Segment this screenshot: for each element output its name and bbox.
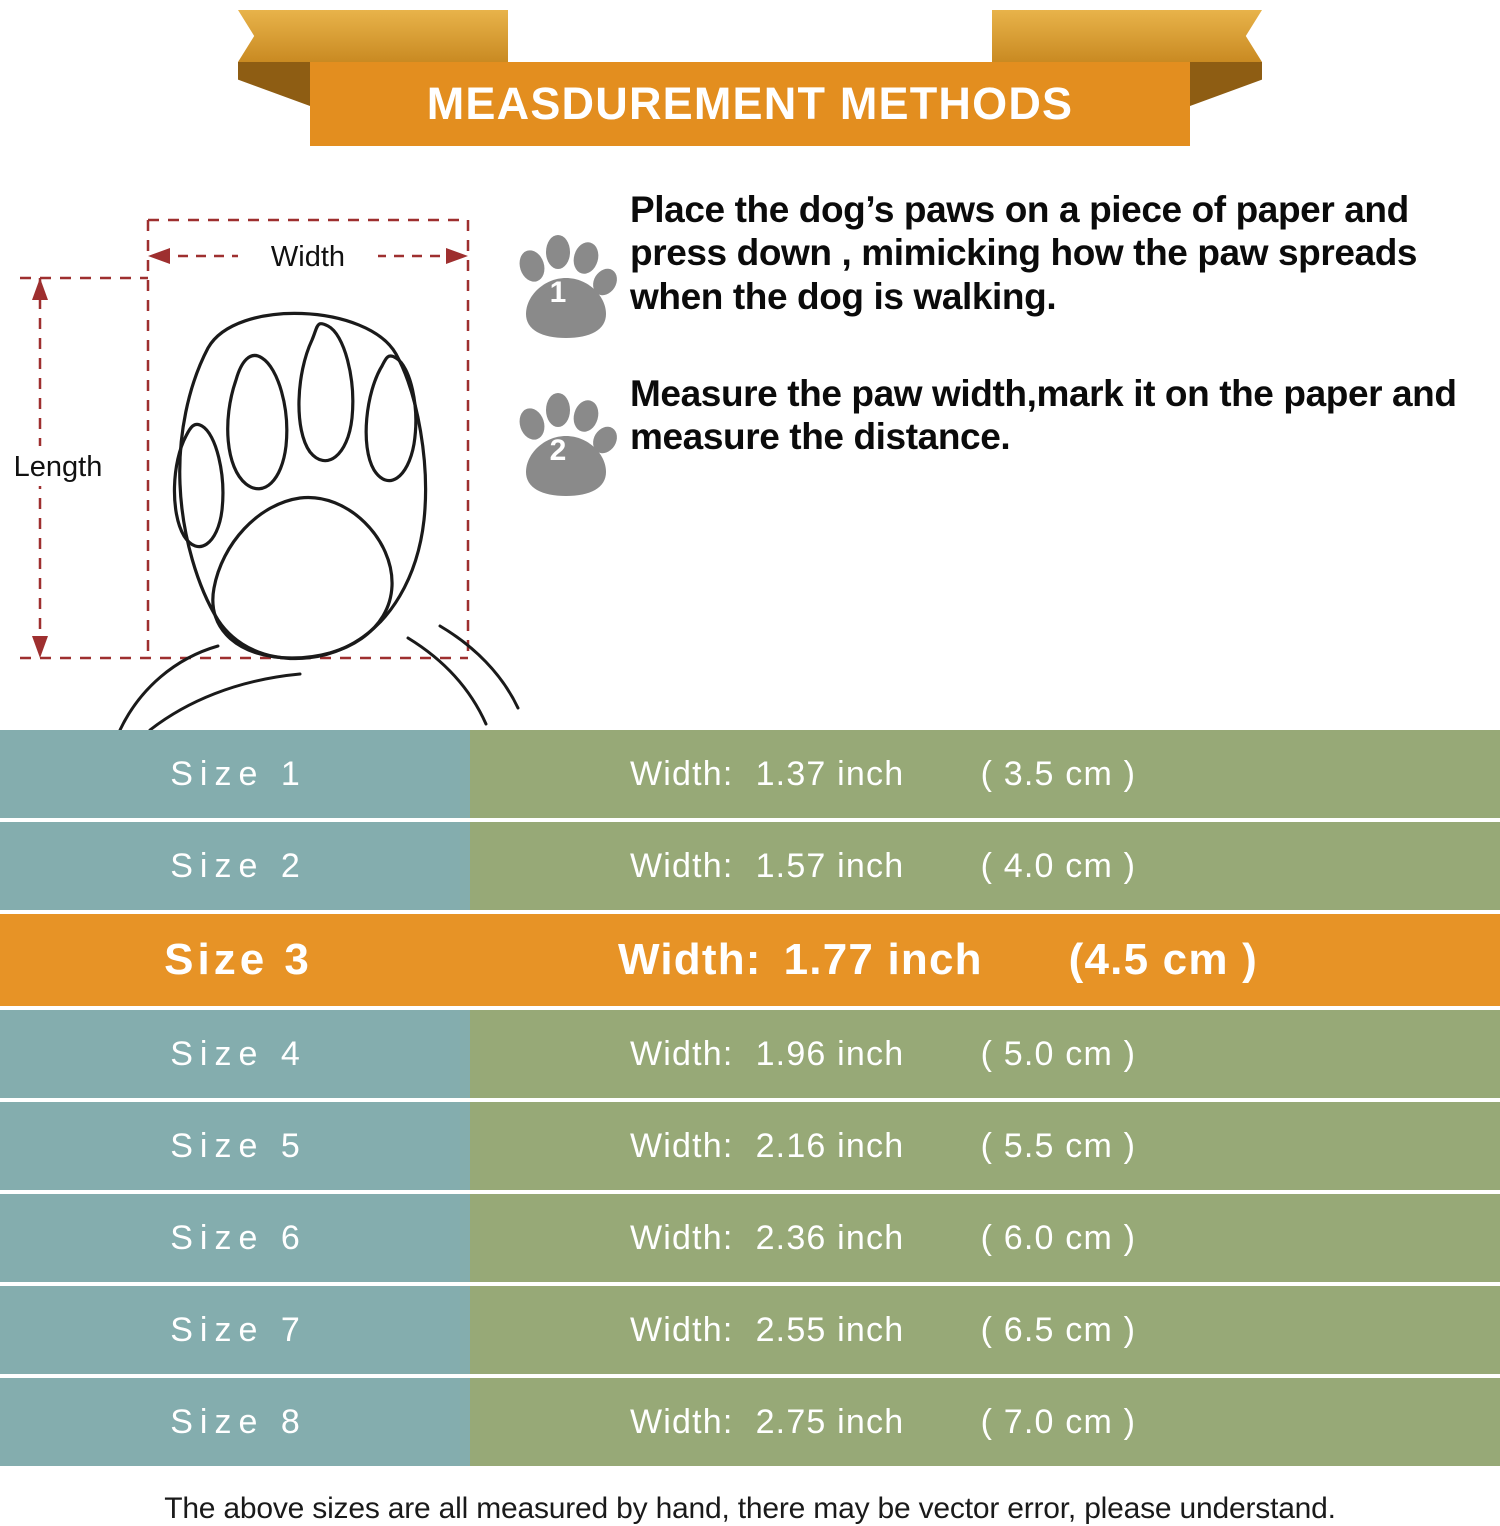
width-cm: ( 5.5 cm )	[980, 1126, 1137, 1165]
length-label: Length	[13, 451, 103, 483]
width-label: Width:	[630, 1218, 734, 1257]
width-inch: 2.16 inch	[755, 1126, 905, 1165]
width-cm: ( 6.5 cm )	[980, 1310, 1137, 1349]
width-value	[470, 1194, 1500, 1282]
step-text: Measure the paw width,mark it on the paper and measure the distance.	[630, 373, 1457, 458]
width-label: Width:	[618, 935, 762, 984]
width-inch: 1.37 inch	[755, 754, 905, 793]
ribbon-left	[238, 10, 508, 62]
ribbon-right	[992, 10, 1262, 62]
table-row	[0, 1010, 1500, 1098]
step-text: Place the dog’s paws on a piece of paper and press down , mimicking how the paw spreads when the dog is walking.	[630, 189, 1418, 317]
size-table	[0, 730, 1500, 1466]
steps-list	[510, 188, 1485, 530]
step-item	[510, 188, 1485, 346]
width-label: Width:	[630, 754, 734, 793]
width-cm: ( 5.0 cm )	[980, 1034, 1137, 1073]
table-row	[0, 730, 1500, 818]
paw-print-icon	[510, 234, 630, 346]
footnote: The above sizes are all measured by hand, there may be vector error, please understand.	[164, 1492, 1336, 1525]
width-cm: ( 3.5 cm )	[980, 754, 1137, 793]
table-row	[0, 1194, 1500, 1282]
width-value	[470, 1286, 1500, 1374]
width-inch: 2.55 inch	[755, 1310, 905, 1349]
banner	[0, 0, 1500, 168]
table-row	[0, 822, 1500, 910]
width-value	[470, 730, 1500, 818]
step-number: 2	[549, 434, 567, 467]
size-label: Size 4	[0, 1010, 470, 1098]
width-cm: ( 6.0 cm )	[980, 1218, 1137, 1257]
width-label: Width:	[630, 1310, 734, 1349]
size-label: Size 6	[0, 1194, 470, 1282]
width-label: Width:	[630, 846, 734, 885]
width-label: Width	[270, 241, 346, 273]
width-cm: ( 7.0 cm )	[980, 1402, 1137, 1441]
width-value	[470, 1102, 1500, 1190]
width-label: Width:	[630, 1034, 734, 1073]
ribbon-fold-left	[238, 62, 310, 106]
width-value	[470, 914, 1500, 1006]
width-inch: 1.96 inch	[755, 1034, 905, 1073]
width-inch: 2.36 inch	[755, 1218, 905, 1257]
measurement-illustration-section	[0, 168, 1500, 730]
width-inch: 2.75 inch	[755, 1402, 905, 1441]
size-label: Size 3	[0, 914, 470, 1006]
step-number: 1	[549, 276, 567, 309]
width-value	[470, 822, 1500, 910]
width-cm: ( 4.0 cm )	[980, 846, 1137, 885]
size-label: Size 2	[0, 822, 470, 910]
width-value	[470, 1378, 1500, 1466]
page-title: MEASDUREMENT METHODS	[310, 62, 1190, 146]
table-row	[0, 1378, 1500, 1466]
ribbon-fold-right	[1190, 62, 1262, 106]
step-item	[510, 372, 1485, 504]
table-row-highlighted	[0, 914, 1500, 1006]
paw-print-icon	[510, 392, 630, 504]
size-label: Size 7	[0, 1286, 470, 1374]
table-row	[0, 1102, 1500, 1190]
size-label: Size 1	[0, 730, 470, 818]
width-value	[470, 1010, 1500, 1098]
paw-diagram	[0, 168, 520, 730]
width-label: Width:	[630, 1126, 734, 1165]
width-cm: (4.5 cm )	[1068, 935, 1258, 984]
width-inch: 1.57 inch	[755, 846, 905, 885]
table-row	[0, 1286, 1500, 1374]
width-label: Width:	[630, 1402, 734, 1441]
size-label: Size 8	[0, 1378, 470, 1466]
size-label: Size 5	[0, 1102, 470, 1190]
width-inch: 1.77 inch	[783, 935, 983, 984]
